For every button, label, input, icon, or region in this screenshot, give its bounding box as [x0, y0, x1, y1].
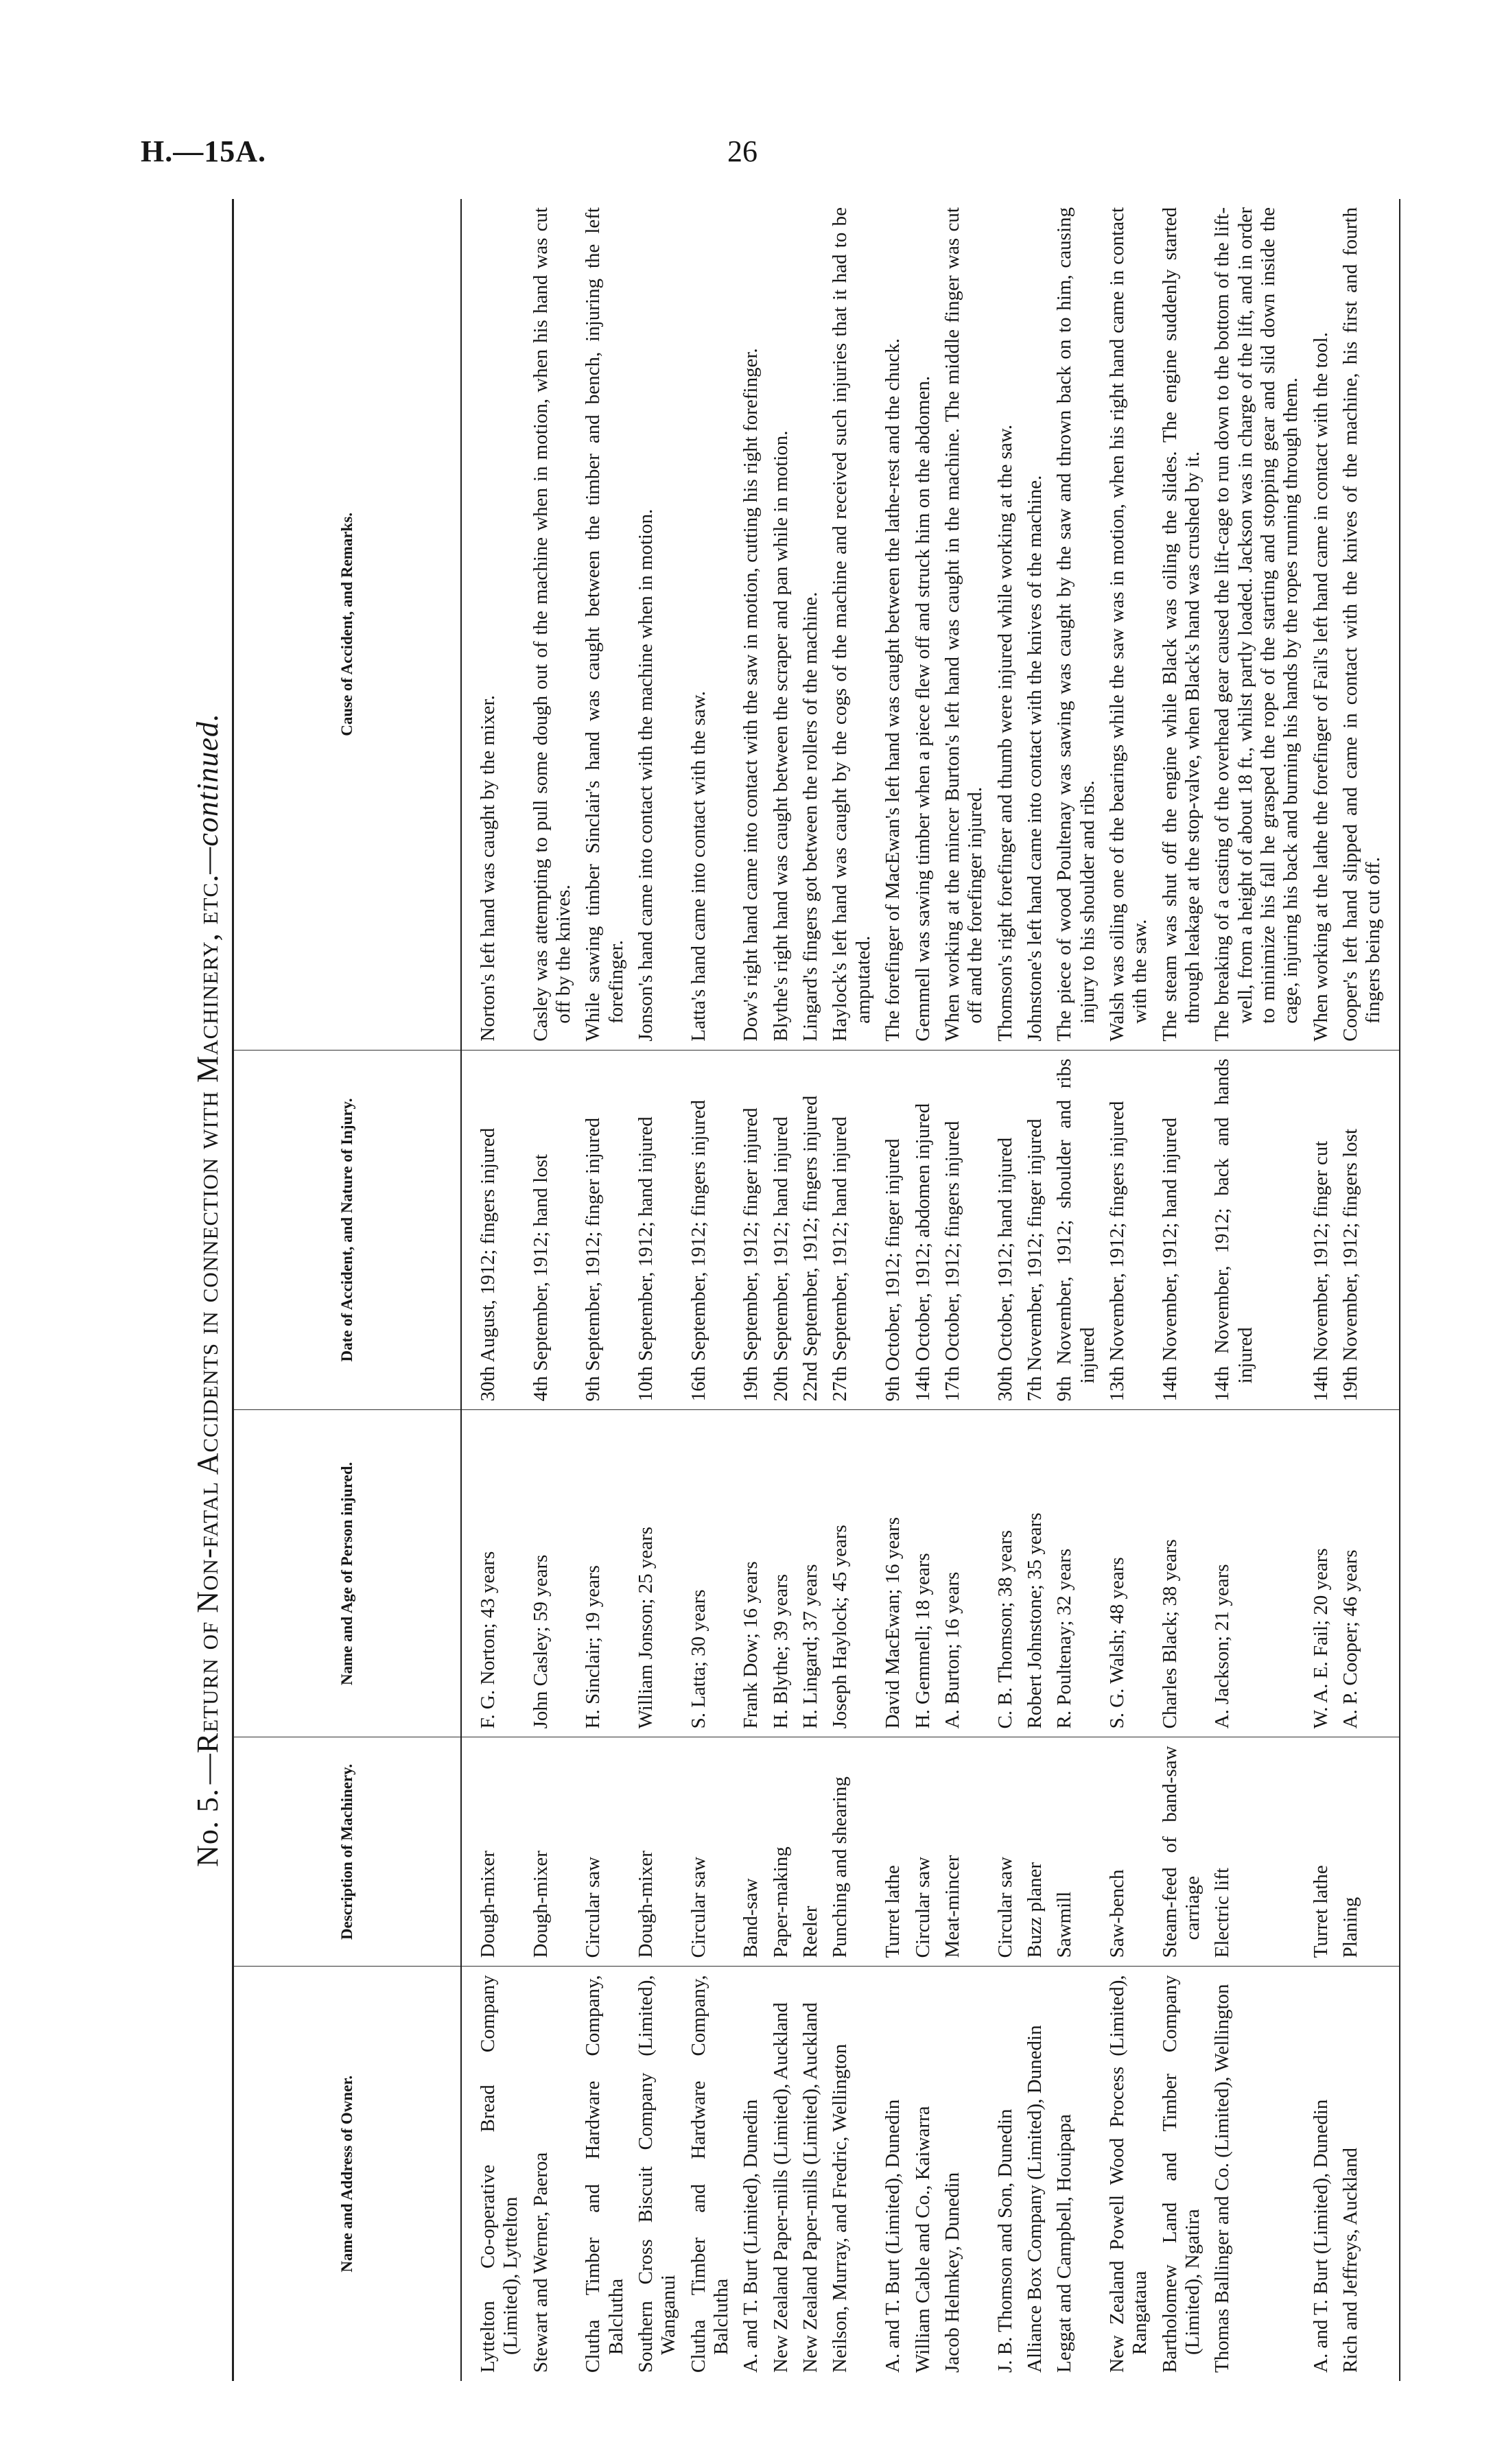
date-injury-cell-text: 27th September, 1912; hand injured: [829, 1116, 852, 1402]
person-cell-text: S. Latta; 30 years: [687, 1589, 709, 1729]
machinery-cell-text: Circular saw: [911, 1856, 934, 1958]
date-injury-cell-text: 30th October, 1912; hand injured: [994, 1137, 1016, 1402]
machinery-cell: [685, 1737, 738, 1967]
cause-cell-text: The breaking of a casting of the overhead gear caused the lift-cage to run down to the bottom of the lift-well, from a height of about 18 ft., whilst partly loaded. Jackson was in charge of the lift, and in order to minimize his fall he grasped the rope of the starting and stopping gear and slid down inside the cage, injuring his back and burning his hands by the ropes running through them.: [1211, 207, 1302, 1042]
machinery-cell: [1156, 1737, 1209, 1967]
cause-cell: [1050, 199, 1103, 1050]
table-row: [826, 199, 879, 2381]
machinery-cell: [632, 1737, 685, 1967]
table-title: [184, 199, 232, 2381]
person-cell: [1307, 1410, 1337, 1737]
person-cell: [1021, 1410, 1050, 1737]
cause-cell: [797, 199, 826, 1050]
machinery-cell-text: Paper-making: [769, 1846, 792, 1958]
date-injury-cell-text: 4th September, 1912; hand lost: [529, 1153, 552, 1402]
date-injury-cell-text: 16th September, 1912; fingers injured: [687, 1100, 709, 1402]
person-cell: [1208, 1410, 1306, 1737]
date-injury-cell: [939, 1050, 991, 1410]
owner-cell-text: A. and T. Burt (Limited), Dunedin: [1309, 2099, 1332, 2373]
person-cell: [909, 1410, 939, 1737]
date-injury-cell: [797, 1050, 826, 1410]
cause-cell: [579, 199, 632, 1050]
table-number: No. 5.: [191, 1788, 224, 1867]
date-injury-cell-text: 14th November, 1912; back and hands injured: [1211, 1058, 1256, 1402]
owner-cell: [632, 1967, 685, 2381]
owner-cell: [909, 1967, 939, 2381]
machinery-cell-text: Dough-mixer: [529, 1851, 552, 1958]
machinery-cell-text: Reeler: [799, 1905, 822, 1958]
person-cell: [1103, 1410, 1156, 1737]
date-injury-cell: [879, 1050, 908, 1410]
rotated-table-block: [184, 199, 1385, 2381]
machinery-cell: [797, 1737, 826, 1967]
cause-cell: [767, 199, 797, 1050]
owner-cell-text: New Zealand Paper-mills (Limited), Auckland: [769, 2002, 792, 2373]
machinery-cell: [939, 1737, 991, 1967]
date-injury-cell: [737, 1050, 766, 1410]
person-cell: [1337, 1410, 1400, 1737]
person-cell-text: Robert Johnstone; 35 years: [1023, 1512, 1046, 1729]
cause-cell: [737, 199, 766, 1050]
person-cell: [685, 1410, 738, 1737]
machinery-cell: [991, 1737, 1021, 1967]
person-cell: [579, 1410, 632, 1737]
owner-cell-text: A. and T. Burt (Limited), Dunedin: [882, 2099, 904, 2373]
date-injury-cell-text: 9th November, 1912; shoulder and ribs injured: [1053, 1058, 1099, 1402]
table-row: [737, 199, 766, 2381]
cause-cell: [1307, 199, 1337, 1050]
cause-cell: [939, 199, 991, 1050]
table-row: [1156, 199, 1209, 2381]
machinery-cell: [1050, 1737, 1103, 1967]
machinery-cell-text: Dough-mixer: [635, 1851, 657, 1958]
machinery-cell-text: Meat-mincer: [941, 1855, 963, 1958]
owner-cell: [826, 1967, 879, 2381]
table-header-row: [233, 199, 462, 2381]
owner-cell-text: Clutha Timber and Hardware Company, Balclutha: [687, 1975, 733, 2373]
date-injury-cell: [632, 1050, 685, 1410]
page-reference: H.—15A.: [141, 134, 266, 168]
date-injury-cell: [1156, 1050, 1209, 1410]
machinery-cell: [1208, 1737, 1306, 1967]
owner-cell: [1156, 1967, 1209, 2381]
date-injury-cell-text: 17th October, 1912; fingers injured: [941, 1120, 963, 1402]
owner-cell: [1021, 1967, 1050, 2381]
person-cell-text: A. Burton; 16 years: [941, 1571, 963, 1729]
table-row: [991, 199, 1021, 2381]
date-injury-cell-text: 14th November, 1912; hand injured: [1158, 1117, 1181, 1402]
date-injury-cell: [1337, 1050, 1400, 1410]
date-injury-cell-text: 22nd September, 1912; fingers injured: [799, 1095, 822, 1402]
owner-cell: [579, 1967, 632, 2381]
person-cell-text: A. Jackson; 21 years: [1211, 1564, 1234, 1729]
owner-cell-text: Stewart and Werner, Paeroa: [529, 2152, 552, 2373]
cause-cell: [879, 199, 908, 1050]
person-cell: [632, 1410, 685, 1737]
cause-cell-text: Gemmell was sawing timber when a piece flew off and struck him on the abdomen.: [911, 375, 934, 1042]
machinery-cell-text: Dough-mixer: [477, 1851, 499, 1958]
cause-cell-text: Norton's left hand was caught by the mixer.: [477, 695, 499, 1042]
cause-cell: [1156, 199, 1209, 1050]
date-injury-cell-text: 13th November, 1912; fingers injured: [1105, 1101, 1128, 1402]
table-row: [527, 199, 580, 2381]
date-injury-cell: [826, 1050, 879, 1410]
cause-cell: [1021, 199, 1050, 1050]
table-row: [767, 199, 797, 2381]
person-cell-text: A. P. Cooper; 46 years: [1339, 1549, 1361, 1729]
machinery-cell-text: Steam-feed of band-saw carriage: [1158, 1746, 1204, 1958]
person-cell-text: William Jonson; 25 years: [635, 1526, 657, 1729]
date-injury-cell: [1103, 1050, 1156, 1410]
table-title-etc: etc.: [191, 873, 224, 925]
date-injury-cell: [527, 1050, 580, 1410]
owner-cell: [461, 1967, 527, 2381]
person-cell-text: H. Lingard; 37 years: [799, 1564, 822, 1729]
table-row: [461, 199, 527, 2381]
person-cell-text: C. B. Thomson; 38 years: [994, 1529, 1016, 1729]
machinery-cell: [579, 1737, 632, 1967]
column-header-machinery: Description of Machinery.: [233, 1737, 462, 1967]
column-header-owner: Name and Address of Owner.: [233, 1967, 462, 2381]
date-injury-cell: [909, 1050, 939, 1410]
machinery-cell-text: Circular saw: [582, 1856, 604, 1958]
owner-cell: [991, 1967, 1021, 2381]
machinery-cell: [879, 1737, 908, 1967]
machinery-cell-text: Sawmill: [1053, 1891, 1076, 1958]
machinery-cell: [737, 1737, 766, 1967]
column-header-person: Name and Age of Person injured.: [233, 1410, 462, 1737]
table-row: [879, 199, 908, 2381]
table-title-text: —Return of Non-fatal Accidents in connection with Machinery,: [191, 932, 224, 1785]
table-row: [685, 199, 738, 2381]
owner-cell: [1208, 1967, 1306, 2381]
cause-cell-text: Jonson's hand came into contact with the machine when in motion.: [635, 508, 657, 1042]
table-row: [1021, 199, 1050, 2381]
cause-cell: [1103, 199, 1156, 1050]
owner-cell: [767, 1967, 797, 2381]
person-cell: [797, 1410, 826, 1737]
cause-cell-text: Cooper's left hand slipped and came in contact with the knives of the machine, his first and fourth fingers being cut off.: [1339, 207, 1385, 1042]
cause-cell: [527, 199, 580, 1050]
date-injury-cell-text: 9th September, 1912; finger injured: [582, 1117, 604, 1402]
owner-cell-text: Thomas Ballinger and Co. (Limited), Wellington: [1211, 1984, 1234, 2373]
person-cell-text: W. A. E. Fail; 20 years: [1309, 1548, 1332, 1729]
person-cell: [527, 1410, 580, 1737]
table-row: [1208, 199, 1306, 2381]
cause-cell: [991, 199, 1021, 1050]
person-cell: [879, 1410, 908, 1737]
owner-cell: [1337, 1967, 1400, 2381]
machinery-cell-text: Planing: [1339, 1897, 1361, 1958]
machinery-cell-text: Turret lathe: [882, 1865, 904, 1958]
machinery-cell-text: Circular saw: [994, 1856, 1016, 1958]
machinery-cell-text: Turret lathe: [1309, 1865, 1332, 1958]
person-cell-text: David MacEwan; 16 years: [882, 1516, 904, 1729]
person-cell: [737, 1410, 766, 1737]
owner-cell: [737, 1967, 766, 2381]
person-cell-text: H. Blythe; 39 years: [769, 1573, 792, 1729]
date-injury-cell-text: 10th September, 1912; hand injured: [635, 1116, 657, 1402]
owner-cell-text: Lyttelton Co-operative Bread Company (Limited), Lyttelton: [477, 1975, 522, 2373]
date-injury-cell-text: 9th October, 1912; finger injured: [882, 1138, 904, 1402]
cause-cell-text: The piece of wood Poultenay was sawing was caught by the saw and thrown back on to him, causing injury to his shoulder and ribs.: [1053, 207, 1099, 1042]
owner-cell: [939, 1967, 991, 2381]
table-row: [797, 199, 826, 2381]
machinery-cell: [1337, 1737, 1400, 1967]
owner-cell: [685, 1967, 738, 2381]
machinery-cell-text: Saw-bench: [1105, 1869, 1128, 1958]
cause-cell: [1337, 199, 1400, 1050]
owner-cell-text: Neilson, Murray, and Fredric, Wellington: [829, 2043, 852, 2373]
table-row: [1050, 199, 1103, 2381]
cause-cell: [909, 199, 939, 1050]
person-cell-text: S. G. Walsh; 48 years: [1105, 1557, 1128, 1729]
table-row: [909, 199, 939, 2381]
person-cell: [991, 1410, 1021, 1737]
owner-cell-text: William Cable and Co., Kaiwarra: [911, 2106, 934, 2373]
person-cell: [939, 1410, 991, 1737]
table-row: [1103, 199, 1156, 2381]
machinery-cell: [826, 1737, 879, 1967]
date-injury-cell-text: 20th September, 1912; hand injured: [769, 1116, 792, 1402]
owner-cell-text: New Zealand Powell Wood Process (Limited), Rangataua: [1105, 1975, 1151, 2373]
cause-cell-text: Thomson's right forefinger and thumb were injured while working at the saw.: [994, 424, 1016, 1042]
cause-cell-text: The forefinger of MacEwan's left hand was caught between the lathe-rest and the chuck.: [882, 338, 904, 1042]
machinery-cell: [909, 1737, 939, 1967]
person-cell-text: H. Sinclair; 19 years: [582, 1565, 604, 1729]
cause-cell: [632, 199, 685, 1050]
cause-cell-text: Casley was attempting to pull some dough out of the machine when in motion, when his hand was cut off by the knives.: [529, 207, 575, 1042]
table-row: [579, 199, 632, 2381]
person-cell: [1156, 1410, 1209, 1737]
owner-cell: [797, 1967, 826, 2381]
owner-cell: [879, 1967, 908, 2381]
date-injury-cell: [1307, 1050, 1337, 1410]
table-row: [1337, 199, 1400, 2381]
owner-cell-text: Clutha Timber and Hardware Company, Balclutha: [582, 1975, 627, 2373]
machinery-cell: [1307, 1737, 1337, 1967]
date-injury-cell-text: 7th November, 1912; finger injured: [1023, 1118, 1046, 1402]
date-injury-cell-text: 19th November, 1912; fingers lost: [1339, 1128, 1361, 1402]
person-cell-text: Frank Dow; 16 years: [740, 1561, 762, 1729]
cause-cell-text: Lingard's fingers got between the rollers of the machine.: [799, 591, 822, 1042]
person-cell: [826, 1410, 879, 1737]
date-injury-cell-text: 14th October, 1912; abdomen injured: [911, 1103, 934, 1402]
owner-cell: [1103, 1967, 1156, 2381]
owner-cell: [527, 1967, 580, 2381]
owner-cell-text: J. B. Thomson and Son, Dunedin: [994, 2109, 1016, 2373]
date-injury-cell: [1050, 1050, 1103, 1410]
person-cell: [1050, 1410, 1103, 1737]
cause-cell: [685, 199, 738, 1050]
machinery-cell-text: Punching and shearing: [829, 1776, 852, 1958]
owner-cell: [1307, 1967, 1337, 2381]
machinery-cell-text: Band-saw: [740, 1878, 762, 1958]
machinery-cell: [767, 1737, 797, 1967]
owner-cell-text: Alliance Box Company (Limited), Dunedin: [1023, 2025, 1046, 2373]
accidents-table: [232, 199, 1400, 2381]
table-row: [1307, 199, 1337, 2381]
cause-cell-text: Dow's right hand came into contact with the saw in motion, cutting his right forefinger.: [740, 348, 762, 1042]
machinery-cell-text: Circular saw: [687, 1856, 709, 1958]
table-row: [939, 199, 991, 2381]
owner-cell: [1050, 1967, 1103, 2381]
cause-cell-text: Johnstone's left hand came into contact with the knives of the machine.: [1023, 475, 1046, 1042]
date-injury-cell: [685, 1050, 738, 1410]
cause-cell-text: Blythe's right hand was caught between the scraper and pan while in motion.: [769, 430, 792, 1042]
table-row: [632, 199, 685, 2381]
owner-cell-text: Leggat and Campbell, Houipapa: [1053, 2114, 1076, 2373]
table-body: [461, 199, 1400, 2381]
cause-cell: [461, 199, 527, 1050]
person-cell-text: Charles Black; 38 years: [1158, 1539, 1181, 1729]
date-injury-cell: [767, 1050, 797, 1410]
date-injury-cell-text: 19th September, 1912; finger injured: [740, 1107, 762, 1402]
page-number: 26: [727, 134, 758, 168]
cause-cell-text: Latta's hand came into contact with the saw.: [687, 691, 709, 1042]
owner-cell-text: Bartholomew Land and Timber Company (Limited), Ngatira: [1158, 1975, 1204, 2373]
owner-cell-text: New Zealand Paper-mills (Limited), Auckland: [799, 2002, 822, 2373]
cause-cell-text: When working at the lathe the forefinger of Fail's left hand came in contact with the tool.: [1309, 332, 1332, 1042]
date-injury-cell: [579, 1050, 632, 1410]
date-injury-cell: [991, 1050, 1021, 1410]
date-injury-cell-text: 30th August, 1912; fingers injured: [477, 1127, 499, 1402]
cause-cell-text: When working at the mincer Burton's left hand was caught in the machine. The middle finger was cut off and the forefinger injured.: [941, 207, 987, 1042]
date-injury-cell: [461, 1050, 527, 1410]
machinery-cell: [1103, 1737, 1156, 1967]
machinery-cell: [1021, 1737, 1050, 1967]
owner-cell-text: Rich and Jeffreys, Auckland: [1339, 2147, 1361, 2373]
owner-cell-text: Jacob Helmkey, Dunedin: [941, 2172, 963, 2373]
person-cell-text: Joseph Haylock; 45 years: [829, 1525, 852, 1729]
cause-cell-text: Haylock's left hand was caught by the cogs of the machine and received such injuries that it had to be amputated.: [829, 207, 874, 1042]
machinery-cell-text: Electric lift: [1211, 1868, 1234, 1958]
date-injury-cell: [1208, 1050, 1306, 1410]
table-title-continued: —continued.: [191, 713, 224, 874]
person-cell-text: F. G. Norton; 43 years: [477, 1551, 499, 1729]
machinery-cell: [461, 1737, 527, 1967]
person-cell: [461, 1410, 527, 1737]
date-injury-cell: [1021, 1050, 1050, 1410]
column-header-cause: Cause of Accident, and Remarks.: [233, 199, 462, 1050]
cause-cell-text: While sawing timber Sinclair's hand was caught between the timber and bench, injuring the left forefinger.: [582, 207, 627, 1042]
cause-cell: [826, 199, 879, 1050]
person-cell-text: John Casley; 59 years: [529, 1554, 552, 1729]
owner-cell-text: A. and T. Burt (Limited), Dunedin: [740, 2099, 762, 2373]
owner-cell-text: Southern Cross Biscuit Company (Limited), Wanganui: [635, 1975, 680, 2373]
cause-cell-text: Walsh was oiling one of the bearings while the saw was in motion, when his right hand came in contact with the saw.: [1105, 207, 1151, 1042]
machinery-cell-text: Buzz planer: [1023, 1862, 1046, 1958]
person-cell: [767, 1410, 797, 1737]
date-injury-cell-text: 14th November, 1912; finger cut: [1309, 1140, 1332, 1402]
column-header-date-injury: Date of Accident, and Nature of Injury.: [233, 1050, 462, 1410]
cause-cell-text: The steam was shut off the engine while Black was oiling the slides. The engine suddenly started through leakage at the stop-valve, when Black's hand was crushed by it.: [1158, 207, 1204, 1042]
person-cell-text: R. Poultenay; 32 years: [1053, 1548, 1076, 1729]
cause-cell: [1208, 199, 1306, 1050]
machinery-cell: [527, 1737, 580, 1967]
person-cell-text: H. Gemmell; 18 years: [911, 1553, 934, 1729]
